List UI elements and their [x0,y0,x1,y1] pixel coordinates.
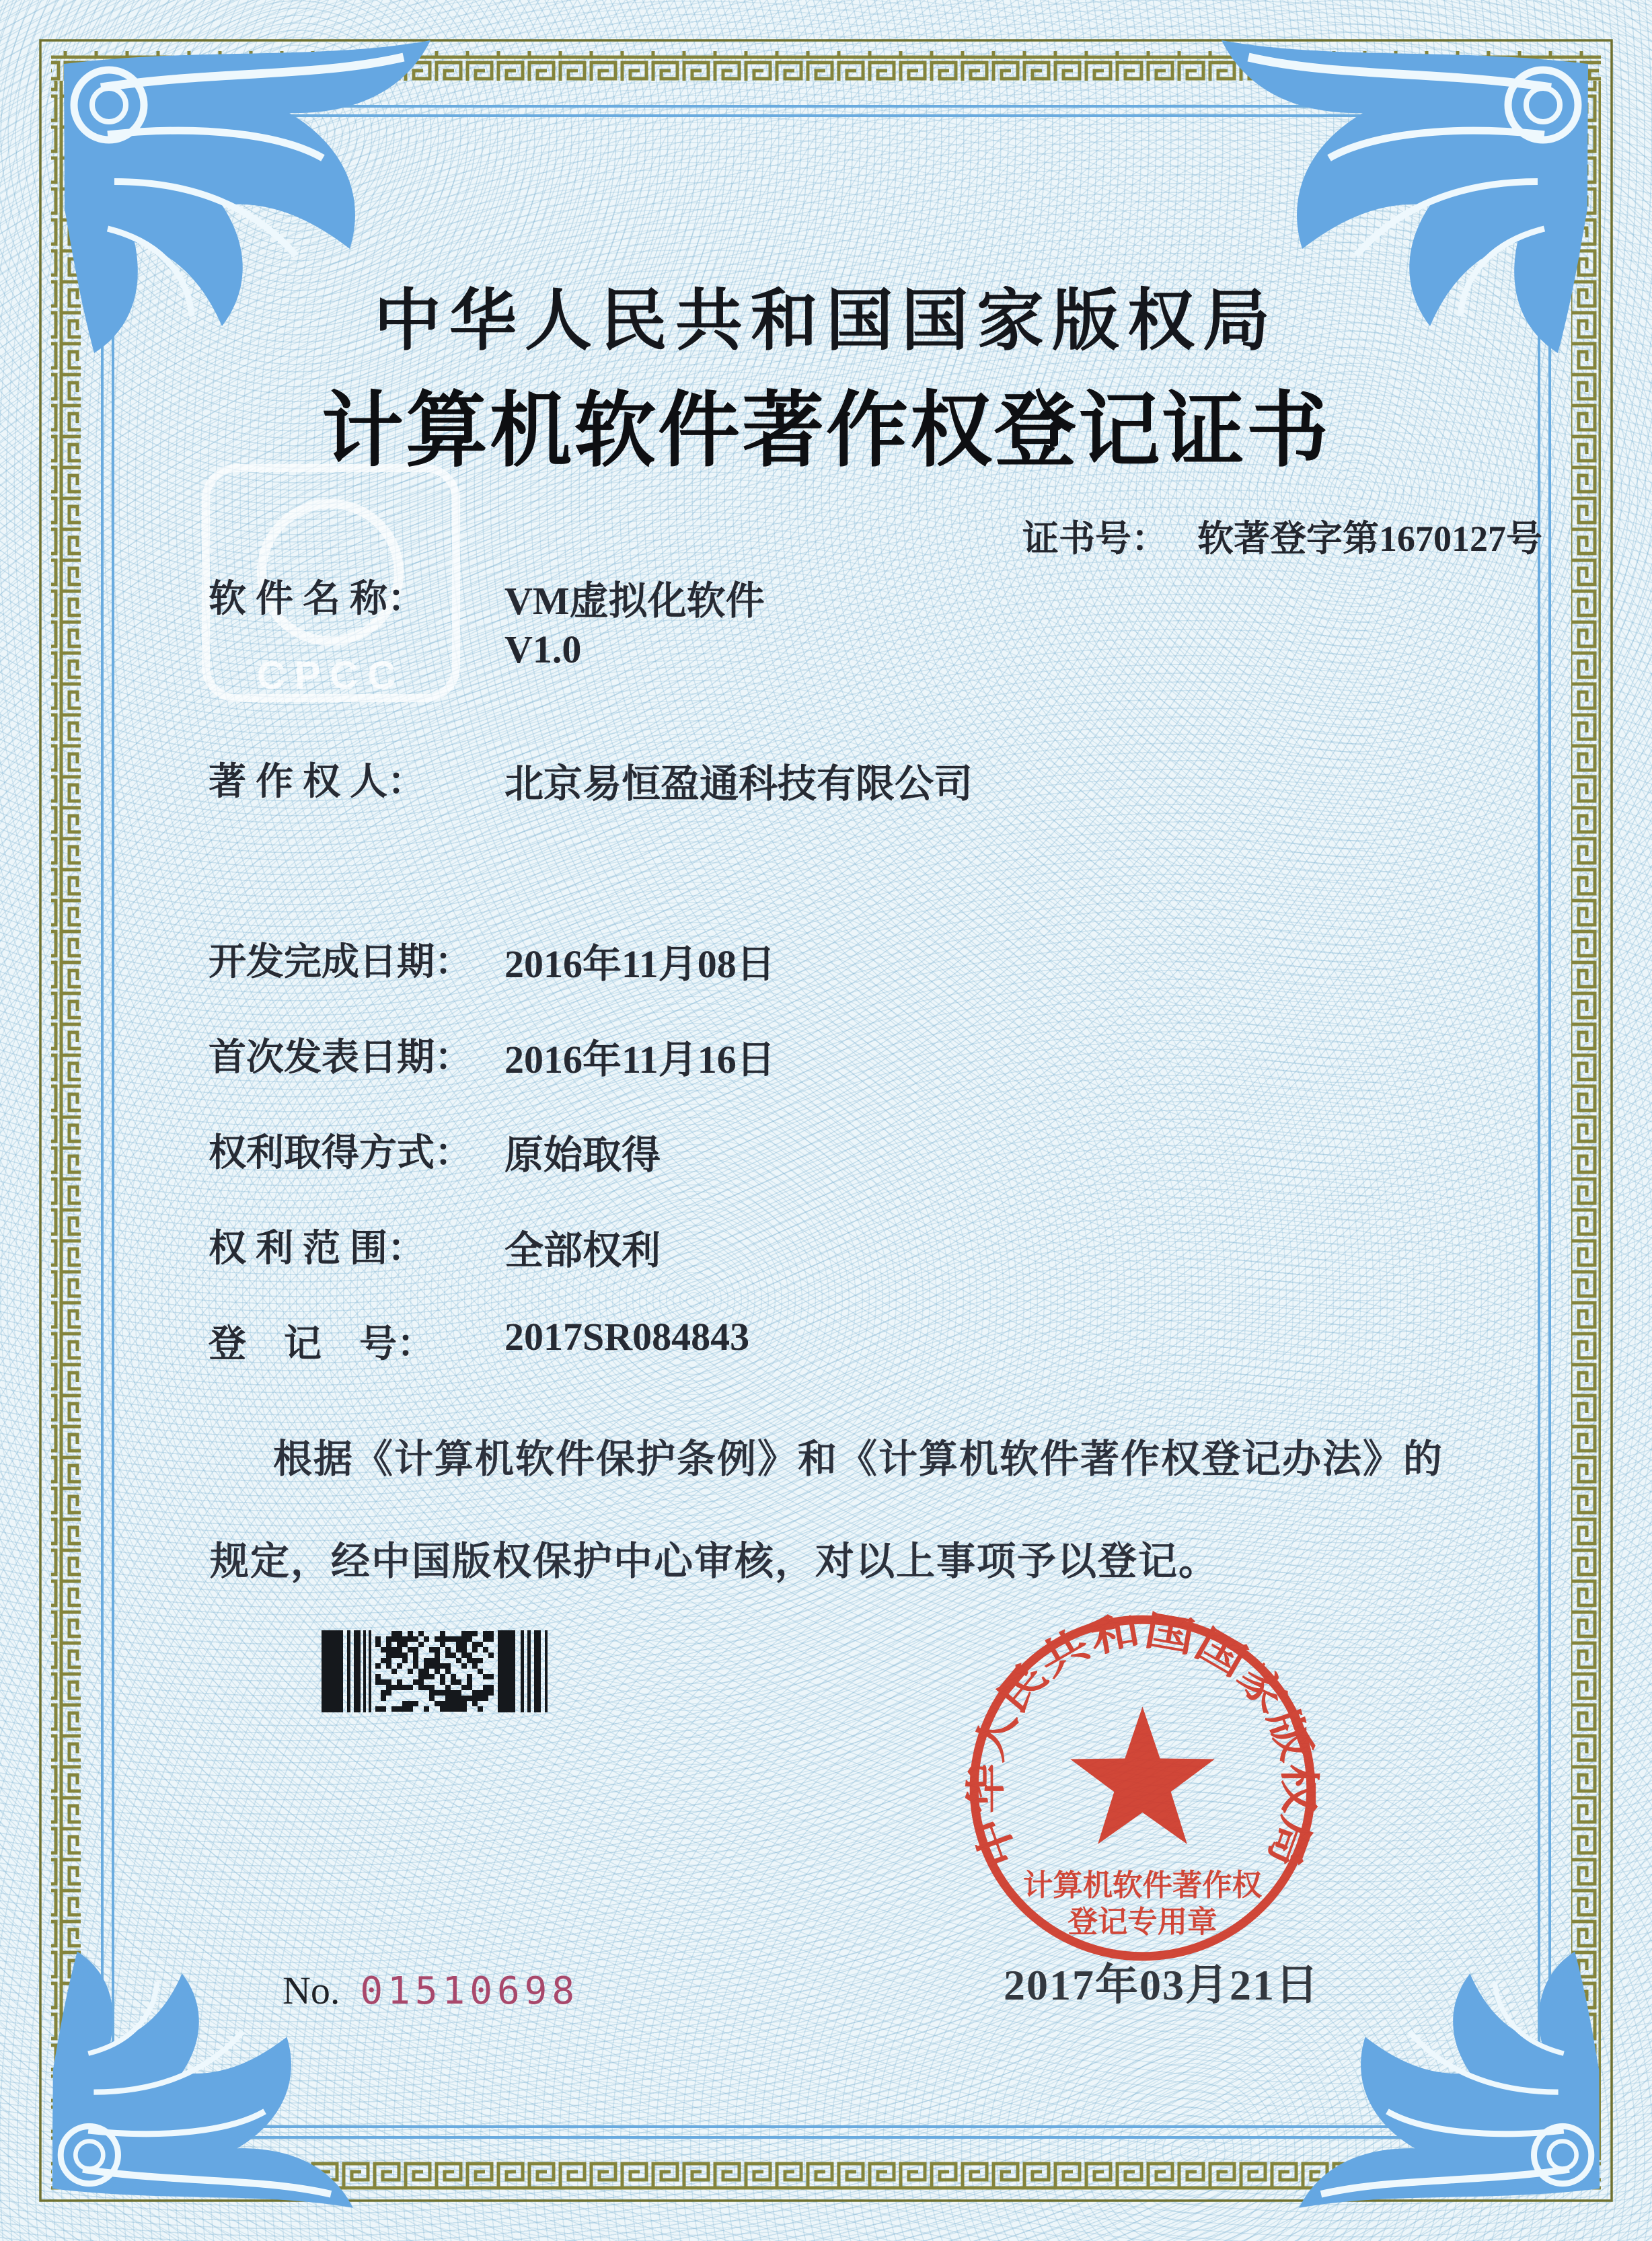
statement-line-1: 根据《计算机软件保护条例》和《计算机软件著作权登记办法》的 [273,1437,1444,1481]
field-label: 软 件 名 称： [209,578,425,620]
field-row-software-name [209,569,765,623]
official-seal [959,1605,1326,1971]
seal-date: 2017年03月21日 [1004,1961,1320,2009]
field-label: 著 作 权 人： [209,761,425,803]
seal-text-line1: 计算机软件著作权 [1022,1868,1263,1902]
seal-ring-text: 中华人民共和国国家版权局 [964,1608,1321,1873]
serial-label: No. [283,1969,340,2012]
field-label: 登 记 号： [209,1324,435,1365]
field-row-registration-number [209,1314,750,1368]
field-row-rights-acquisition [209,1123,661,1177]
certificate-title: 计算机软件著作权登记证书 [322,386,1330,477]
field-label: 权 利 范 围： [209,1228,425,1270]
field-label: 权利取得方式： [209,1133,472,1174]
certificate-number-line [1022,510,1542,562]
field-value: VM虚拟化软件 [504,579,765,623]
field-value: 北京易恒盈通科技有限公司 [504,762,973,806]
serial-number: 01510698 [360,1969,580,2013]
field-row-rights-scope [209,1219,661,1273]
field-row-copyright-owner [209,752,973,806]
red-star-icon [1070,1706,1215,1844]
certificate-number-label: 证书号： [1022,519,1168,559]
field-value-version: V1.0 [504,628,582,671]
field-row-dev-complete-date [209,932,776,986]
seal-text-line2: 登记专用章 [1067,1905,1217,1939]
barcode [322,1630,557,1712]
field-label: 开发完成日期： [209,942,472,983]
cpcc-watermark-text: CPCC [256,654,406,697]
field-value: 全部权利 [504,1229,661,1273]
field-value: 2017SR084843 [504,1315,750,1359]
authority-title: 中华人民共和国国家版权局 [374,284,1278,358]
field-value: 原始取得 [504,1133,661,1177]
field-value: 2016年11月08日 [504,942,776,986]
field-value: 2016年11月16日 [504,1038,776,1081]
serial-number-line [283,1968,579,2013]
certificate-number-value: 软著登字第1670127号 [1197,519,1542,559]
field-row-first-publish-date [209,1028,776,1081]
field-label: 首次发表日期： [209,1037,472,1079]
corner-flourish-bottom-right [1299,1952,1600,2208]
statement-line-2: 规定，经中国版权保护中心审核，对以上事项予以登记。 [210,1540,1219,1583]
